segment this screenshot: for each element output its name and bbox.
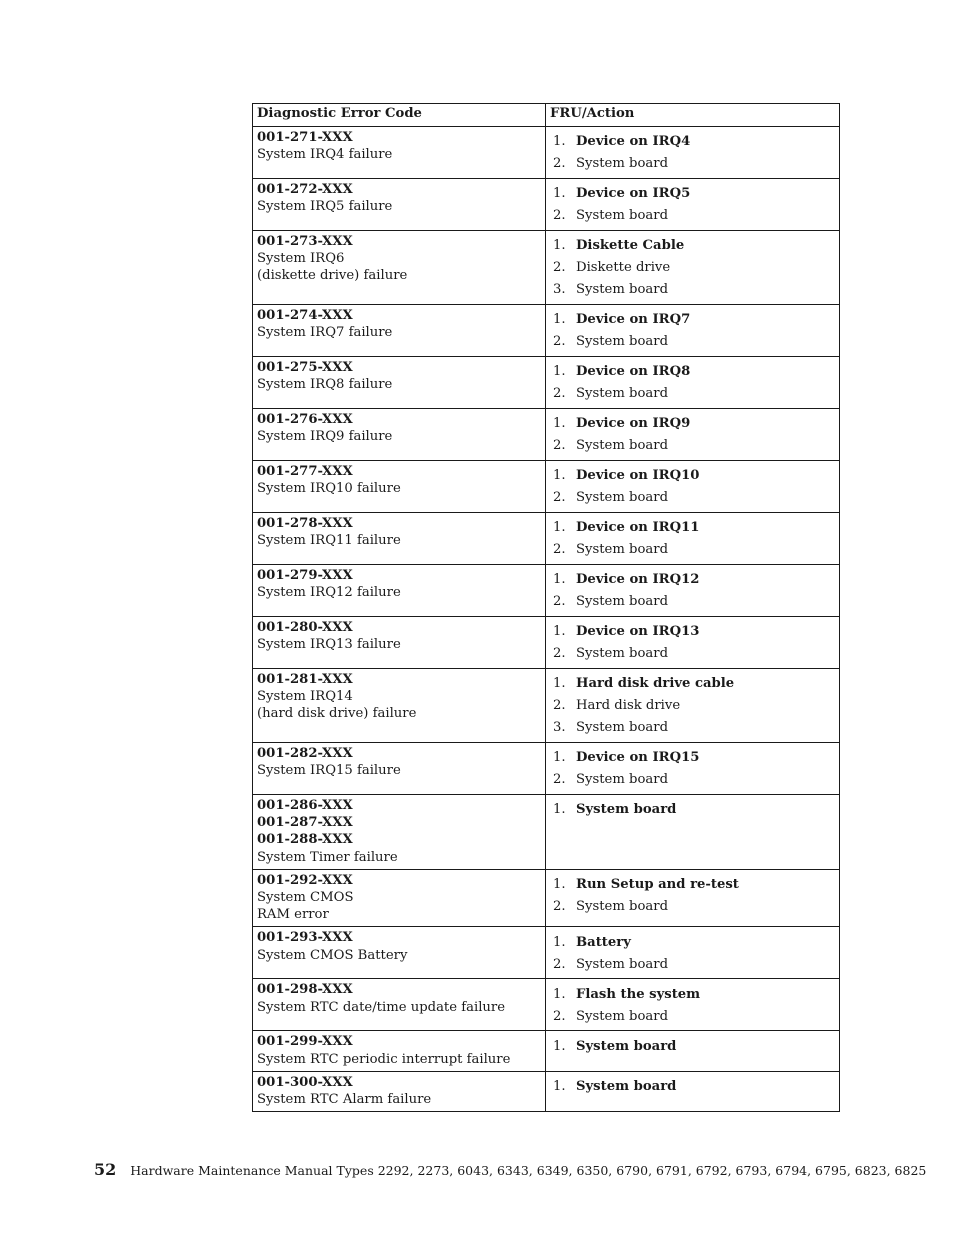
error-code-cell — [253, 669, 546, 743]
fru-action-text: System board — [576, 208, 669, 224]
fru-action-number: 2. — [553, 156, 566, 172]
fru-action-text: System board — [576, 438, 669, 454]
error-description: System IRQ14 — [257, 689, 353, 705]
fru-action-item — [550, 717, 835, 739]
fru-action-text: Hard disk drive — [576, 698, 681, 714]
fru-action-cell — [546, 305, 840, 357]
table-row — [253, 127, 840, 179]
fru-action-text: System board — [576, 282, 669, 298]
table-row — [253, 979, 840, 1031]
fru-action-item — [550, 643, 835, 665]
fru-action-list — [550, 621, 835, 665]
table-row — [253, 617, 840, 669]
fru-action-text: Device on IRQ4 — [576, 134, 691, 150]
fru-action-cell — [546, 565, 840, 617]
fru-action-item — [550, 673, 835, 695]
error-code: 001-292-XXX — [257, 872, 353, 888]
fru-action-cell — [546, 409, 840, 461]
error-code: 001-275-XXX — [257, 360, 353, 375]
footer-text: Hardware Maintenance Manual Types 2292, 2273, 6043, 6343, 6349, 6350, 6790, 6791, 6792, 6793, 6794, 6795, 6823, 6825 — [130, 1163, 927, 1178]
fru-action-number: 3. — [553, 282, 566, 298]
fru-action-cell — [546, 461, 840, 513]
fru-action-number: 1. — [553, 416, 566, 432]
error-code: 001-287-XXX — [257, 815, 353, 831]
fru-action-cell — [546, 869, 840, 927]
fru-action-item — [550, 1005, 835, 1027]
error-description: System RTC Alarm failure — [257, 1092, 432, 1108]
error-description: System IRQ5 failure — [257, 199, 393, 215]
fru-action-number: 1. — [553, 934, 566, 950]
fru-action-number: 1. — [553, 750, 566, 766]
fru-action-item — [550, 621, 835, 643]
fru-action-cell — [546, 979, 840, 1031]
fru-action-text: System board — [576, 1008, 669, 1024]
fru-action-cell — [546, 179, 840, 231]
fru-action-item — [550, 235, 835, 257]
fru-action-number: 1. — [553, 468, 566, 484]
table-row — [253, 357, 840, 409]
error-description: System Timer failure — [257, 849, 398, 865]
fru-action-number: 1. — [553, 186, 566, 202]
table-row — [253, 669, 840, 743]
error-description: System IRQ6 — [257, 251, 345, 267]
fru-action-text: Device on IRQ8 — [576, 364, 691, 380]
error-code-cell — [253, 1031, 546, 1071]
fru-action-number: 2. — [553, 260, 566, 276]
fru-action-item — [550, 1076, 835, 1098]
fru-action-number: 2. — [553, 542, 566, 558]
fru-action-cell — [546, 1031, 840, 1071]
fru-action-number: 2. — [553, 698, 566, 714]
error-description: System CMOS — [257, 890, 354, 906]
fru-action-list — [550, 673, 835, 739]
error-code: 001-274-XXX — [257, 308, 353, 323]
fru-action-number: 1. — [553, 1079, 566, 1095]
fru-action-text: Device on IRQ12 — [576, 572, 700, 588]
fru-action-text: Device on IRQ13 — [576, 624, 700, 640]
table-body — [253, 127, 840, 1112]
fru-action-text: System board — [576, 802, 677, 818]
error-code-cell — [253, 127, 546, 179]
fru-action-text: Device on IRQ5 — [576, 186, 691, 202]
fru-action-number: 1. — [553, 520, 566, 536]
fru-action-text: Battery — [576, 934, 631, 950]
fru-action-item — [550, 983, 835, 1005]
fru-action-cell — [546, 617, 840, 669]
fru-action-item — [550, 931, 835, 953]
diagnostic-error-code-table — [252, 103, 840, 1112]
error-code-cell — [253, 409, 546, 461]
error-description: (hard disk drive) failure — [257, 706, 417, 722]
error-code-cell — [253, 617, 546, 669]
error-description: System IRQ7 failure — [257, 325, 393, 341]
fru-action-cell — [546, 231, 840, 305]
error-description: System IRQ11 failure — [257, 533, 401, 549]
fru-action-list — [550, 235, 835, 301]
fru-action-text: Diskette drive — [576, 260, 671, 276]
fru-action-number: 2. — [553, 594, 566, 610]
fru-action-number: 1. — [553, 1038, 566, 1054]
fru-action-text: Run Setup and re-test — [576, 877, 739, 893]
error-code: 001-282-XXX — [257, 746, 353, 761]
fru-action-text: Device on IRQ7 — [576, 312, 691, 328]
error-code: 001-300-XXX — [257, 1074, 353, 1090]
error-code: 001-298-XXX — [257, 982, 353, 998]
error-code-cell — [253, 795, 546, 870]
fru-action-text: System board — [576, 156, 669, 172]
table-header-row — [253, 104, 840, 127]
fru-action-text: System board — [576, 720, 669, 736]
error-code-cell — [253, 179, 546, 231]
fru-action-list — [550, 309, 835, 353]
error-description: System IRQ8 failure — [257, 377, 393, 393]
fru-action-item — [550, 257, 835, 279]
error-code-cell — [253, 461, 546, 513]
fru-action-text: System board — [576, 386, 669, 402]
fru-action-text: Hard disk drive cable — [576, 676, 735, 692]
fru-action-list — [550, 931, 835, 975]
error-code: 001-288-XXX — [257, 832, 353, 848]
fru-action-item — [550, 435, 835, 457]
fru-action-item — [550, 1035, 835, 1057]
fru-action-text: System board — [576, 594, 669, 610]
fru-action-item — [550, 465, 835, 487]
error-code: 001-273-XXX — [257, 234, 353, 249]
fru-action-number: 1. — [553, 877, 566, 893]
page-footer — [94, 1160, 927, 1179]
fru-action-number: 1. — [553, 986, 566, 1002]
fru-action-item — [550, 695, 835, 717]
fru-action-item — [550, 205, 835, 227]
fru-action-number: 3. — [553, 720, 566, 736]
fru-action-number: 2. — [553, 899, 566, 915]
fru-action-item — [550, 799, 835, 821]
table-row — [253, 1031, 840, 1071]
table-row — [253, 743, 840, 795]
fru-action-item — [550, 361, 835, 383]
error-code: 001-272-XXX — [257, 182, 353, 197]
error-code: 001-278-XXX — [257, 516, 353, 531]
fru-action-text: System board — [576, 899, 669, 915]
fru-action-text: System board — [576, 772, 669, 788]
fru-action-item — [550, 953, 835, 975]
page-number: 52 — [94, 1160, 117, 1179]
error-description: System IRQ9 failure — [257, 429, 393, 445]
table-row — [253, 795, 840, 870]
fru-action-item — [550, 539, 835, 561]
table-row — [253, 1071, 840, 1111]
fru-action-cell — [546, 357, 840, 409]
error-description: (diskette drive) failure — [257, 268, 408, 284]
fru-action-list — [550, 874, 835, 918]
error-code-cell — [253, 1071, 546, 1111]
fru-action-number: 2. — [553, 386, 566, 402]
fru-action-list — [550, 131, 835, 175]
fru-action-text: Device on IRQ10 — [576, 468, 700, 484]
table-row — [253, 179, 840, 231]
fru-action-item — [550, 517, 835, 539]
error-code: 001-293-XXX — [257, 930, 353, 946]
fru-action-item — [550, 487, 835, 509]
fru-action-list — [550, 465, 835, 509]
fru-action-number: 1. — [553, 802, 566, 818]
error-description: System IRQ15 failure — [257, 763, 401, 779]
fru-action-number: 1. — [553, 134, 566, 150]
fru-action-text: System board — [576, 1038, 677, 1054]
fru-action-text: Flash the system — [576, 986, 701, 1002]
fru-action-text: System board — [576, 334, 669, 350]
table-row — [253, 231, 840, 305]
error-code: 001-281-XXX — [257, 672, 353, 687]
fru-action-list — [550, 361, 835, 405]
fru-action-list — [550, 517, 835, 561]
fru-action-item — [550, 769, 835, 791]
fru-action-text: System board — [576, 646, 669, 662]
fru-action-item — [550, 331, 835, 353]
error-code-cell — [253, 357, 546, 409]
fru-action-item — [550, 183, 835, 205]
error-code-cell — [253, 927, 546, 979]
fru-action-cell — [546, 1071, 840, 1111]
table-row — [253, 869, 840, 927]
fru-action-number: 2. — [553, 956, 566, 972]
error-description: System CMOS Battery — [257, 947, 408, 963]
fru-action-cell — [546, 795, 840, 870]
fru-action-cell — [546, 927, 840, 979]
table-row — [253, 513, 840, 565]
error-code: 001-279-XXX — [257, 568, 353, 583]
fru-action-list — [550, 413, 835, 457]
fru-action-cell — [546, 669, 840, 743]
fru-action-item — [550, 413, 835, 435]
fru-action-list — [550, 183, 835, 227]
table-row — [253, 409, 840, 461]
fru-action-number: 2. — [553, 334, 566, 350]
fru-action-item — [550, 874, 835, 896]
error-code: 001-271-XXX — [257, 130, 353, 145]
error-description: System IRQ12 failure — [257, 585, 401, 601]
fru-action-number: 2. — [553, 208, 566, 224]
header-fru-action: FRU/Action — [546, 104, 840, 127]
error-code: 001-299-XXX — [257, 1034, 353, 1050]
error-code-cell — [253, 565, 546, 617]
header-diagnostic-error-code: Diagnostic Error Code — [253, 104, 546, 127]
fru-action-cell — [546, 743, 840, 795]
error-description: System IRQ10 failure — [257, 481, 401, 497]
fru-action-number: 2. — [553, 646, 566, 662]
error-code: 001-286-XXX — [257, 798, 353, 813]
table-row — [253, 927, 840, 979]
fru-action-item — [550, 747, 835, 769]
fru-action-number: 2. — [553, 438, 566, 454]
error-code-cell — [253, 743, 546, 795]
table-row — [253, 305, 840, 357]
fru-action-text: System board — [576, 1079, 677, 1095]
fru-action-number: 2. — [553, 1008, 566, 1024]
error-code-cell — [253, 513, 546, 565]
error-description: System RTC periodic interrupt failure — [257, 1051, 511, 1067]
fru-action-number: 2. — [553, 490, 566, 506]
fru-action-text: Device on IRQ9 — [576, 416, 691, 432]
fru-action-number: 1. — [553, 572, 566, 588]
fru-action-text: Device on IRQ11 — [576, 520, 700, 536]
fru-action-number: 1. — [553, 364, 566, 380]
fru-action-cell — [546, 127, 840, 179]
error-description: RAM error — [257, 907, 329, 923]
error-code-cell — [253, 305, 546, 357]
fru-action-item — [550, 383, 835, 405]
fru-action-text: System board — [576, 490, 669, 506]
fru-action-item — [550, 131, 835, 153]
fru-action-item — [550, 591, 835, 613]
fru-action-list — [550, 983, 835, 1027]
error-description: System IRQ13 failure — [257, 637, 401, 653]
fru-action-text: Device on IRQ15 — [576, 750, 700, 766]
error-code-cell — [253, 869, 546, 927]
error-description: System IRQ4 failure — [257, 147, 393, 163]
error-code: 001-277-XXX — [257, 464, 353, 479]
fru-action-text: Diskette Cable — [576, 238, 685, 254]
fru-action-number: 1. — [553, 238, 566, 254]
fru-action-list — [550, 1035, 835, 1057]
error-code-cell — [253, 979, 546, 1031]
fru-action-list — [550, 1076, 835, 1098]
fru-action-item — [550, 309, 835, 331]
table-row — [253, 565, 840, 617]
fru-action-number: 2. — [553, 772, 566, 788]
fru-action-item — [550, 279, 835, 301]
fru-action-item — [550, 896, 835, 918]
fru-action-item — [550, 569, 835, 591]
error-code-cell — [253, 231, 546, 305]
error-code: 001-276-XXX — [257, 412, 353, 427]
fru-action-number: 1. — [553, 312, 566, 328]
fru-action-number: 1. — [553, 676, 566, 692]
fru-action-cell — [546, 513, 840, 565]
fru-action-text: System board — [576, 542, 669, 558]
fru-action-number: 1. — [553, 624, 566, 640]
table-row — [253, 461, 840, 513]
error-description: System RTC date/time update failure — [257, 999, 506, 1015]
error-code: 001-280-XXX — [257, 620, 353, 635]
fru-action-list — [550, 799, 835, 821]
fru-action-list — [550, 569, 835, 613]
fru-action-item — [550, 153, 835, 175]
fru-action-text: System board — [576, 956, 669, 972]
fru-action-list — [550, 747, 835, 791]
